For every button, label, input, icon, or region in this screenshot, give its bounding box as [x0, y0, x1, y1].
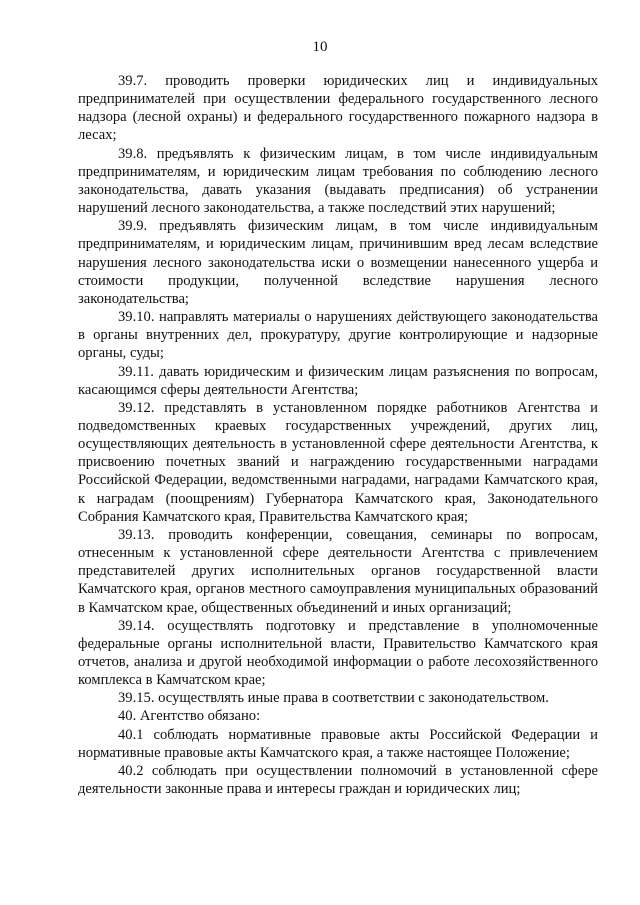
- paragraph-39-7: 39.7. проводить проверки юридических лиц и индивидуальных предпринимателей при осуществлении федерального государственного лесного надзора (лесной охраны) и федерального государственного пожарного надзора в лесах;: [78, 73, 598, 144]
- paragraph-39-10: 39.10. направлять материалы о нарушениях действующего законодательства в органы внутренних дел, прокуратуру, другие контролирующие и надзорные органы, суды;: [78, 309, 598, 362]
- paragraph-39-14: 39.14. осуществлять подготовку и представление в уполномоченные федеральные органы исполнительной власти, Правительство Камчатского края отчетов, анализа и другой необходимой информации о работе лесохозяйственного комплекса в Камчатском крае;: [78, 617, 598, 689]
- paragraph-40-1: 40.1 соблюдать нормативные правовые акты Российской Федерации и нормативные правовые акты Камчатского края, а также настоящее Положение;: [78, 726, 598, 761]
- paragraph-39-13: 39.13. проводить конференции, совещания, семинары по вопросам, отнесенным к установленной сфере деятельности Агентства с привлечением представителей других исполнительных органов государственной власти Камчатского края, органов местного самоуправления муниципальных образований в Камчатском крае, общественных объединений и иных организаций;: [78, 526, 598, 616]
- paragraph-40-2: 40.2 соблюдать при осуществлении полномочий в установленной сфере деятельности законные права и интересы граждан и юридических лиц;: [78, 762, 598, 798]
- paragraph-39-11: 39.11. давать юридическим и физическим лицам разъяснения по вопросам, касающимся сферы деятельности Агентства;: [78, 363, 598, 398]
- paragraph-39-12: 39.12. представлять в установленном порядке работников Агентства и подведомственных краевых государственных учреждений, других лиц, осуществляющих деятельность в установленной сфере деятельности Агентства, к присвоению почетных званий и награждению государственными наградами Российской Федерации, ведомственными наградами, наградами Камчатского края, к наградам (поощрениям) Губернатора Камчатского края, Законодательного Собрания Камчатского края, Правительства Камчатского края;: [78, 399, 598, 525]
- paragraph-40: 40. Агентство обязано:: [118, 708, 261, 725]
- paragraph-39-15: 39.15. осуществлять иные права в соответствии с законодательством.: [118, 690, 549, 707]
- document-body: [78, 72, 598, 798]
- page-number: 10: [312, 39, 328, 55]
- paragraph-39-8: 39.8. предъявлять к физическим лицам, в том числе индивидуальным предпринимателям, и юридическим лицам требования по соблюдению лесного законодательства, давать указания (выдавать предписания) об устранении нарушений лесного законодательства, а также последствий этих нарушений;: [78, 145, 598, 217]
- paragraph-39-9: 39.9. предъявлять физическим лицам, в том числе индивидуальным предпринимателям, и юридическим лицам, причинившим вред лесам вследствие нарушения лесного законодательства иски о возмещении нанесенного ущерба и стоимости продукции, полученной вследствие нарушения лесного законодательства;: [78, 218, 598, 307]
